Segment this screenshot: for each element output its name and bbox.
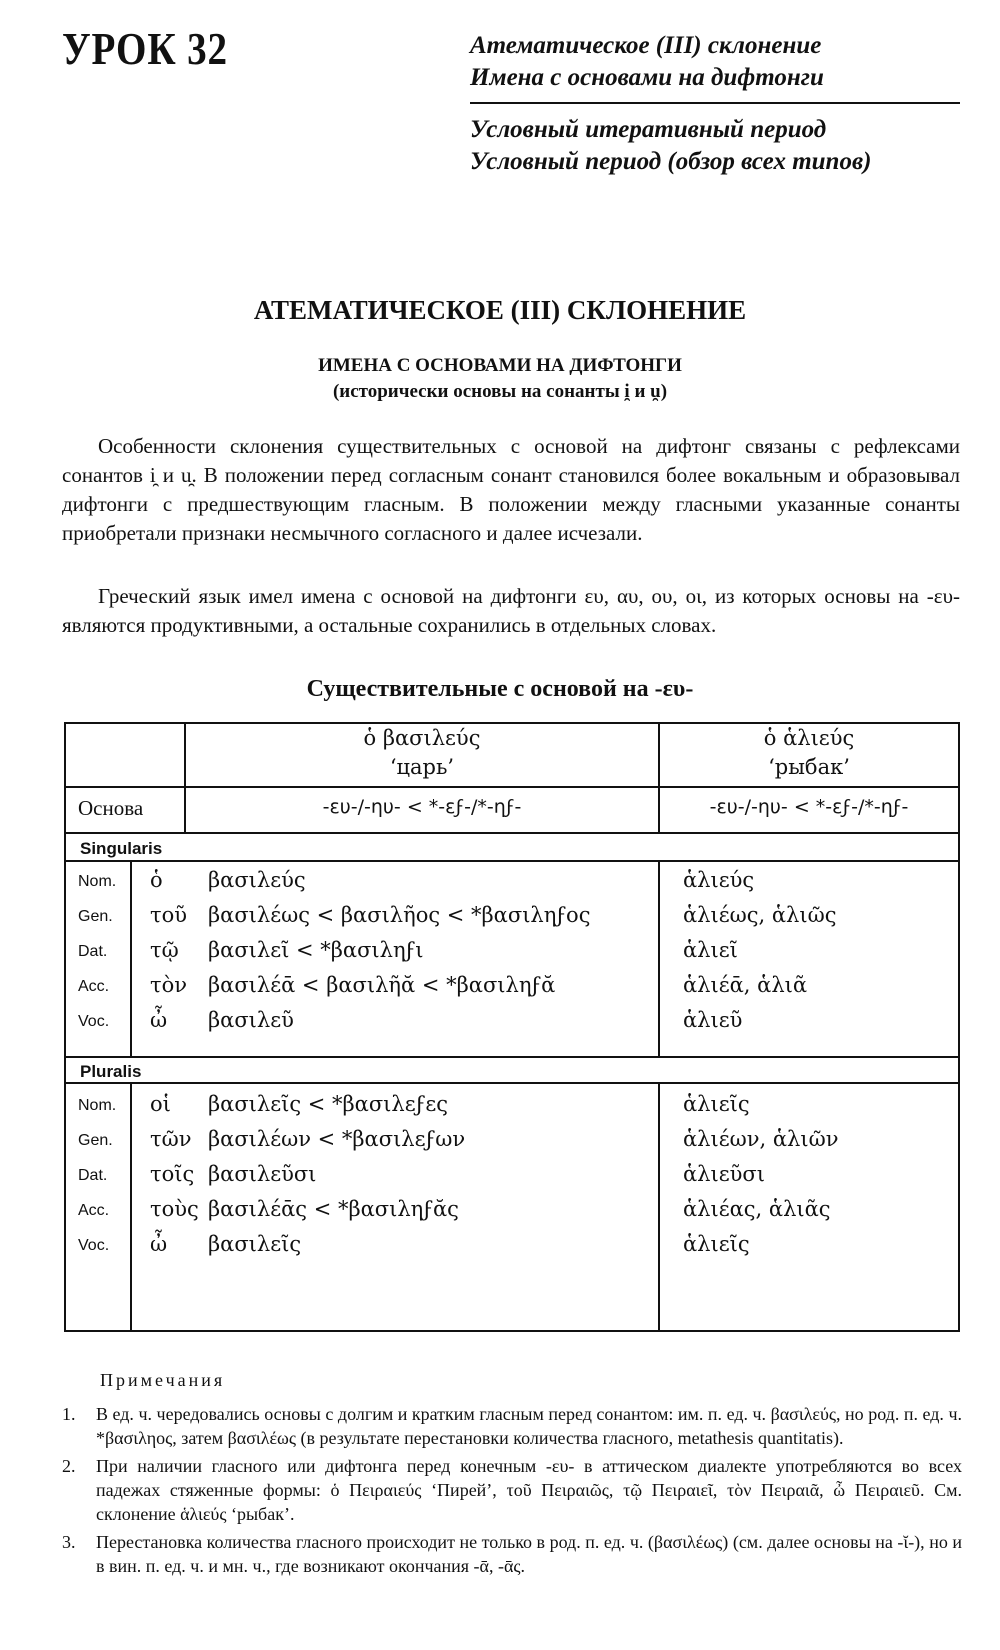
gloss: ‘царь’: [389, 755, 455, 779]
notes-list: [62, 1402, 962, 1582]
case-label: Dat.: [78, 1167, 108, 1184]
note-text: При наличии гласного или дифтонга перед конечным -ευ- в аттическом диалекте употребляются во всех падежах стяженные формы: ὁ Πειραιεύς ‘Пирей’, τοῦ Πειραιῶς, τῷ Πειραιεῖ, τὸν Πειραιᾶ, ὦ Πειραιεῦ. См. склонение ἁλιεύς ‘рыбак’.: [96, 1456, 962, 1524]
form-basileus: βασιλέᾱ < βασιλῆᾰ < *βασιληϝᾰ: [208, 973, 556, 997]
section-title: АТЕМАТИЧЕСКОЕ (III) СКЛОНЕНИЕ: [253, 295, 747, 325]
table-title: Существительные с основой на -ευ-: [306, 676, 694, 702]
paragraph: Особенности склонения существительных с основой на дифтонг связаны с рефлексами сонантов i̯ и u̯. В положении перед согласным сонант становился более вокальным и образовывал дифтонги с предшествующим гласным. В положении между гласными указанные сонанты приобретали признаки несмычного согласного и далее исчезали.: [62, 434, 960, 545]
article: τοὺς: [150, 1197, 199, 1221]
form-halieus: ἁλιέων, ἁλιῶν: [683, 1127, 839, 1151]
form-halieus: ἁλιεῦσι: [683, 1162, 765, 1186]
case-label: Nom.: [78, 1097, 117, 1114]
case-label: Gen.: [78, 908, 113, 925]
article: οἱ: [150, 1092, 171, 1116]
form-halieus: ἁλιεύς: [683, 868, 755, 892]
form-halieus: ἁλιέως, ἁλιῶς: [683, 903, 837, 927]
note-number: 1.: [62, 1404, 76, 1424]
case-label: Voc.: [78, 1237, 110, 1254]
form-halieus: ἁλιέᾱ, ἁλιᾶ: [683, 973, 808, 997]
lesson-topics: [470, 30, 960, 178]
table-divider: [66, 786, 958, 788]
case-label: Voc.: [78, 1013, 110, 1030]
form-basileus: βασιλέως < βασιλῆος < *βασιληϝος: [208, 903, 591, 927]
headword: ὁ βασιλεύς: [363, 726, 481, 750]
note-text: В ед. ч. чередовались основы с долгим и кратким гласным перед сонантом: им. п. ед. ч. βασιλεύς, но род. п. ед. ч. *βασιληος, затем βασιλέως (в результате перестановки количества гласного, metathesis quantitatis).: [96, 1404, 962, 1448]
section-subtitle-note: (исторически основы на сонанты i̯ и u̯): [332, 381, 668, 402]
table-divider: [130, 1082, 132, 1332]
case-label: Acc.: [78, 978, 110, 995]
stem-halieus: -ευ-/-ηυ- < *-εϝ-/*-ηϝ-: [709, 796, 909, 818]
note-number: 2.: [62, 1456, 76, 1476]
article: ὁ: [150, 868, 163, 892]
case-label: Nom.: [78, 873, 117, 890]
column-header-halieus: [660, 724, 958, 782]
table-divider: [658, 1082, 660, 1332]
article: τοῦ: [150, 903, 188, 927]
case-label: Gen.: [78, 1132, 113, 1149]
article: τῷ: [150, 938, 179, 962]
note-text: Перестановка количества гласного происходит не только в род. п. ед. ч. (βασιλέως) (см. далее основы на -ῐ-), но и в вин. п. ед. ч. и мн. ч., где возникают окончания -ᾱ, -ᾱς.: [96, 1532, 962, 1576]
paragraph: Греческий язык имел имена с основой на дифтонги ευ, αυ, ου, οι, из которых основы на -ευ- являются продуктивными, а остальные сохранились в отдельных словах.: [62, 584, 960, 637]
table-divider: [66, 860, 958, 862]
topic-line: Атематическое (III) склонение: [470, 32, 822, 59]
grammar-line: Условный период (обзор всех типов): [470, 148, 872, 175]
form-halieus: ἁλιεῦ: [683, 1008, 743, 1032]
form-basileus: βασιλεῖς: [208, 1232, 302, 1256]
form-halieus: ἁλιεῖς: [683, 1092, 750, 1116]
form-basileus: βασιλέᾱς < *βασιληϝᾰς: [208, 1197, 459, 1221]
form-basileus: βασιλεῦ: [208, 1008, 294, 1032]
plural-label: Pluralis: [80, 1062, 142, 1081]
topic-line: Имена с основами на дифтонги: [470, 64, 824, 91]
form-basileus: βασιλεῖς < *βασιλεϝες: [208, 1092, 448, 1116]
table-divider: [66, 832, 958, 834]
table-divider: [658, 860, 660, 1056]
lesson-title: УРОК 32: [62, 23, 228, 74]
note-number: 3.: [62, 1532, 76, 1552]
table-divider: [130, 860, 132, 1056]
gloss: ‘рыбак’: [768, 755, 850, 779]
table-divider: [66, 1056, 958, 1058]
note-item: [62, 1454, 962, 1526]
article: τὸν: [150, 973, 188, 997]
article: τῶν: [150, 1127, 192, 1151]
form-halieus: ἁλιεῖς: [683, 1232, 750, 1256]
table-divider: [66, 1082, 958, 1084]
form-basileus: βασιλεῦσι: [208, 1162, 317, 1186]
notes-title: Примечания: [100, 1370, 226, 1390]
article: ὦ: [150, 1008, 168, 1032]
singular-label: Singularis: [80, 839, 163, 858]
stem-label: Основа: [78, 796, 144, 820]
grammar-line: Условный итеративный период: [470, 116, 827, 143]
note-item: [62, 1402, 962, 1450]
header-divider: [470, 102, 960, 104]
form-basileus: βασιλέων < *βασιλεϝων: [208, 1127, 466, 1151]
stem-basileus: -ευ-/-ηυ- < *-εϝ-/*-ηϝ-: [322, 796, 522, 818]
note-item: [62, 1530, 962, 1578]
form-basileus: βασιλεῖ < *βασιληϝι: [208, 938, 424, 962]
declension-table: [64, 722, 960, 1332]
article: ὦ: [150, 1232, 168, 1256]
case-label: Dat.: [78, 943, 108, 960]
case-label: Acc.: [78, 1202, 110, 1219]
article: τοῖς: [150, 1162, 195, 1186]
section-subtitle: ИМЕНА С ОСНОВАМИ НА ДИФТОНГИ: [318, 355, 682, 376]
form-halieus: ἁλιέας, ἁλιᾶς: [683, 1197, 831, 1221]
column-header-basileus: [186, 724, 658, 782]
form-basileus: βασιλεύς: [208, 868, 306, 892]
headword: ὁ ἁλιεύς: [763, 726, 855, 750]
form-halieus: ἁλιεῖ: [683, 938, 738, 962]
